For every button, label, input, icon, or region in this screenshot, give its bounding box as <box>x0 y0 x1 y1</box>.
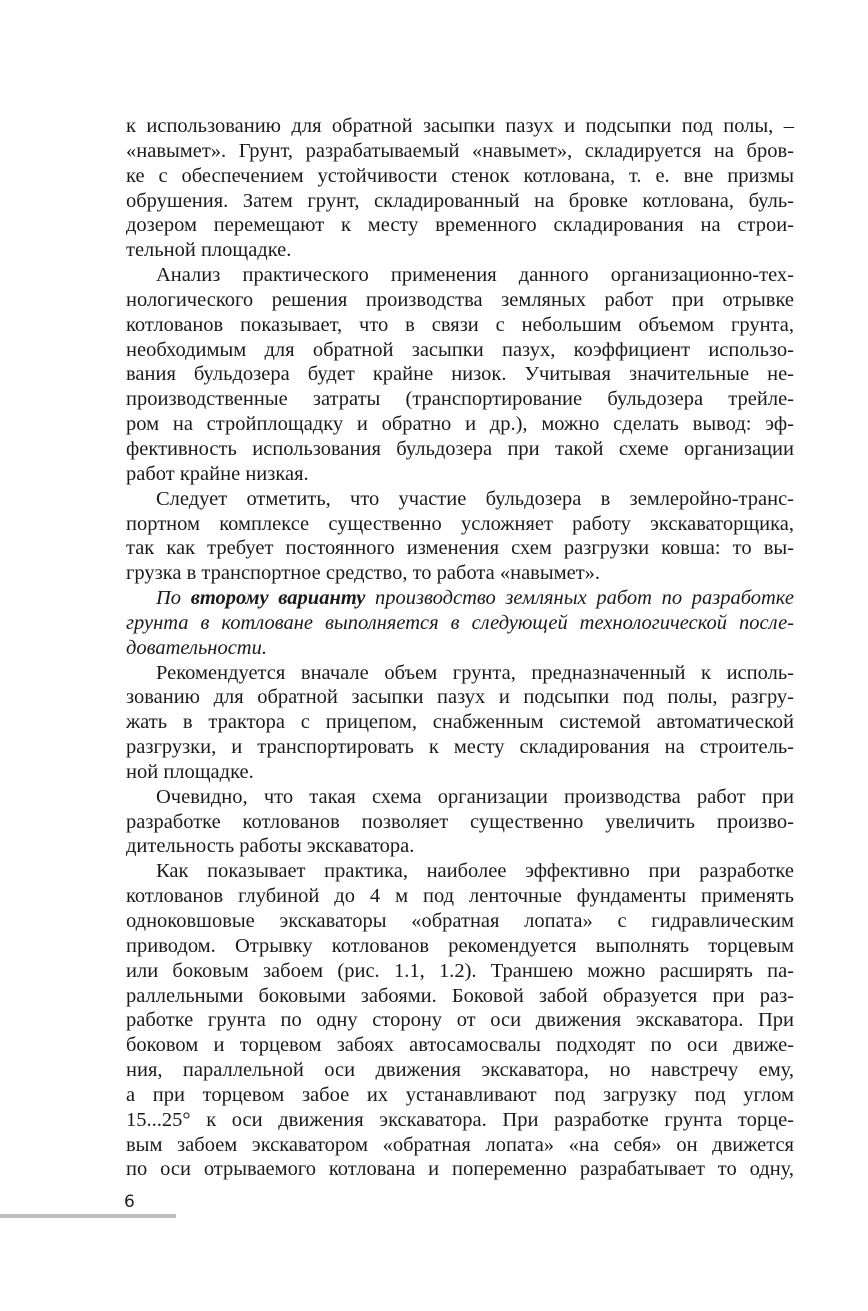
text-line: фективность использования бульдозера при такой схеме организации <box>126 437 794 460</box>
text-line: дительность работы экскаватора. <box>126 835 415 858</box>
text-segment: производство земляных работ по разработке <box>365 587 794 610</box>
emphasis-text: второму варианту <box>190 587 366 610</box>
text-line: одноковшовые экскаваторы «обратная лопата» с гидравлическим <box>126 910 794 932</box>
text-line: Рекомендуется вначале объем грунта, предназначенный к исполь- <box>156 661 794 684</box>
text-line: грузка в транспортное средство, то работа «навымет». <box>126 562 601 585</box>
text-line: работ крайне низкая. <box>126 462 309 485</box>
text-line: Очевидно, что такая схема организации производства работ при <box>156 785 794 808</box>
text-line: зованию для обратной засыпки пазух и подсыпки под полы, разгру- <box>126 686 794 709</box>
text-line: работке грунта по одну сторону от оси движения экскаватора. При <box>126 1009 794 1032</box>
text-line: обрушения. Затем грунт, складированный на бровке котлована, буль- <box>126 189 794 212</box>
text-line: приводом. Отрывку котлованов рекомендуется выполнять торцевым <box>126 934 794 957</box>
paragraph <box>126 114 794 263</box>
footer-rule <box>0 1214 176 1218</box>
paragraph <box>126 859 794 1182</box>
text-line: ром на стройплощадку и обратно и др.), можно сделать вывод: эф- <box>126 413 794 436</box>
body-text <box>126 114 794 1182</box>
text-line: производственные затраты (транспортирование бульдозера трейле- <box>126 388 794 411</box>
text-line: Как показывает практика, наиболее эффективно при разработке <box>156 860 794 883</box>
text-line: ке с обеспечением устойчивости стенок котлована, т. е. вне призмы <box>126 164 794 187</box>
text-line: необходимым для обратной засыпки пазух, коэффициент использо- <box>126 338 794 361</box>
text-line: котлованов показывает, что в связи с небольшим объемом грунта, <box>126 313 794 336</box>
text-line: так как требует постоянного изменения схем разгрузки ковша: то вы- <box>126 537 794 560</box>
text-line: жать в трактора с прицепом, снабженным системой автоматической <box>126 711 794 734</box>
text-segment: По <box>156 587 191 610</box>
text-line: Анализ практического применения данного организационно-тех- <box>156 264 794 287</box>
italic-paragraph <box>126 586 794 661</box>
text-line: Следует отметить, что участие бульдозера в землеройно-транс- <box>156 487 794 510</box>
text-line: а при торцевом забое их устанавливают под загрузку под углом <box>126 1083 794 1106</box>
text-line: вым забоем экскаватором «обратная лопата» «на себя» он движется <box>126 1133 794 1156</box>
text-line: котлованов глубиной до 4 м под ленточные фундаменты применять <box>126 885 794 908</box>
text-line: вания бульдозера будет крайне низок. Учитывая значительные не- <box>126 363 794 386</box>
text-line: по оси отрываемого котлована и попеременно разрабатывает то одну, <box>126 1158 794 1181</box>
text-line: разгрузки, и транспортировать к месту складирования на строитель- <box>126 736 794 759</box>
paragraph <box>126 661 794 785</box>
text-line: 15...25° к оси движения экскаватора. При разработке грунта торце- <box>126 1108 794 1131</box>
paragraph <box>126 785 794 860</box>
text-line: грунта в котловане выполняется в следующей технологической после- <box>126 611 794 634</box>
text-line: ной площадке. <box>126 760 254 783</box>
text-line: довательности. <box>126 636 267 659</box>
paragraph <box>126 263 794 487</box>
text-line: «навымет». Грунт, разрабатываемый «навымет», складируется на бров- <box>126 139 794 162</box>
text-line: к использованию для обратной засыпки пазух и подсыпки под полы, – <box>126 115 794 137</box>
text-line: разработке котлованов позволяет существенно увеличить произво- <box>126 810 794 833</box>
text-line <box>126 586 794 611</box>
text-line: или боковым забоем (рис. 1.1, 1.2). Траншею можно расширять па- <box>126 959 794 982</box>
page-number: 6 <box>124 1192 135 1212</box>
text-line: боковом и торцевом забоях автосамосвалы подходят по оси движе- <box>126 1034 794 1057</box>
text-line: нологического решения производства земляных работ при отрывке <box>126 288 794 311</box>
text-line: тельной площадке. <box>126 239 292 262</box>
text-line: ния, параллельной оси движения экскаватора, но навстречу ему, <box>126 1059 794 1082</box>
text-line: раллельными боковыми забоями. Боковой забой образуется при раз- <box>126 984 794 1007</box>
text-line: дозером перемещают к месту временного складирования на строи- <box>126 214 794 237</box>
text-line: портном комплексе существенно усложняет работу экскаваторщика, <box>126 512 794 535</box>
paragraph <box>126 487 794 586</box>
